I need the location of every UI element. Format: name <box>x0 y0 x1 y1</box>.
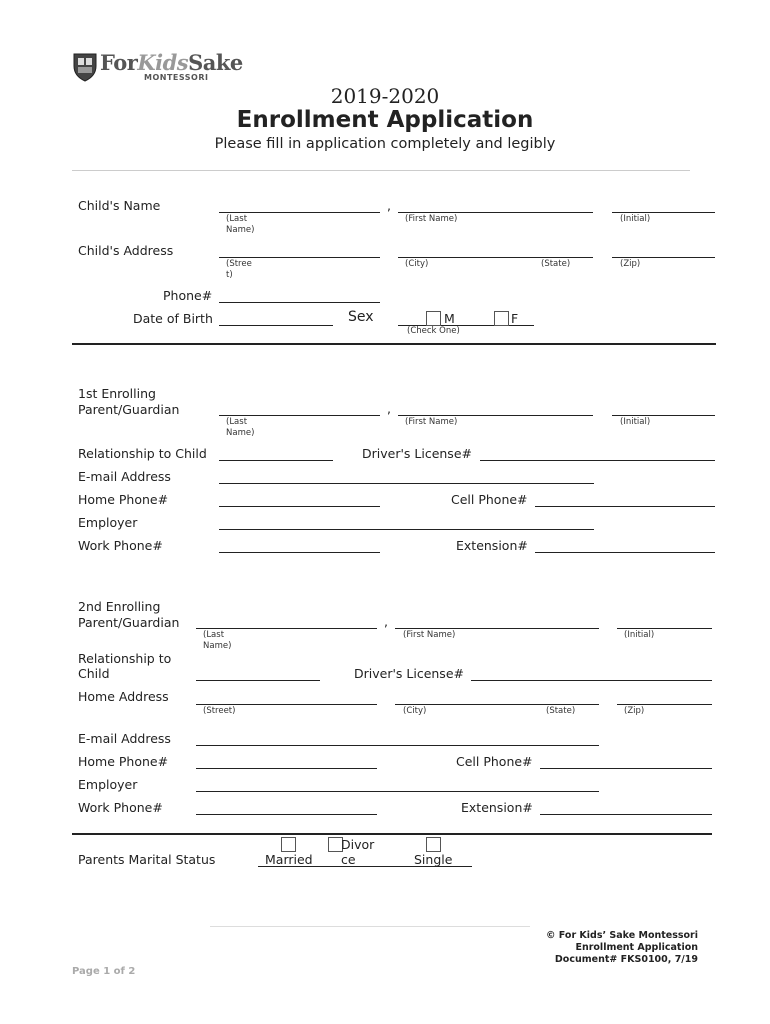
married-checkbox[interactable] <box>281 837 296 852</box>
parent2-extension-label: Extension# <box>461 800 533 815</box>
parent1-first-name-caption: (First Name) <box>405 417 458 427</box>
parent1-cell-phone-label: Cell Phone# <box>451 492 528 507</box>
crest-icon <box>72 50 98 82</box>
parent2-email-label: E-mail Address <box>78 731 171 746</box>
parent2-initial-caption: (Initial) <box>624 630 655 640</box>
parent2-first-name-caption: (First Name) <box>403 630 456 640</box>
parent1-employer-field[interactable] <box>219 529 594 530</box>
sex-f-label: F <box>511 311 519 326</box>
parent2-relationship-field[interactable] <box>196 680 320 681</box>
parent2-work-phone-field[interactable] <box>196 814 377 815</box>
page-title: Enrollment Application <box>236 107 534 133</box>
child-phone-label: Phone# <box>163 288 213 303</box>
footer-doc-number: Document# FKS0100, 7/19 <box>554 954 698 965</box>
parent2-email-field[interactable] <box>196 745 599 746</box>
parent2-extension-field[interactable] <box>540 814 712 815</box>
sex-label: Sex <box>348 309 374 325</box>
logo-sub: MONTESSORI <box>144 73 209 82</box>
child-city-field[interactable] <box>398 257 593 258</box>
single-checkbox[interactable] <box>426 837 441 852</box>
parent2-initial-field[interactable] <box>617 628 712 629</box>
parent2-drivers-label: Driver's License# <box>354 666 464 681</box>
parent2-zip-caption: (Zip) <box>624 706 645 716</box>
parent2-cell-phone-label: Cell Phone# <box>456 754 533 769</box>
child-city-caption: (City) <box>405 259 429 269</box>
parent1-work-phone-field[interactable] <box>219 552 380 553</box>
parent2-home-phone-field[interactable] <box>196 768 377 769</box>
child-first-name-field[interactable] <box>398 212 593 213</box>
parent2-street-caption: (Street) <box>203 706 236 716</box>
section-rule-1 <box>72 343 716 345</box>
parent2-home-phone-label: Home Phone# <box>78 754 169 769</box>
marital-label: Parents Marital Status <box>78 852 216 867</box>
comma: , <box>387 198 391 213</box>
married-label: Married <box>265 852 313 867</box>
section-rule-2 <box>72 833 712 835</box>
single-label: Single <box>414 852 453 867</box>
subtitle: Please fill in application completely and legibly <box>214 136 556 152</box>
parent2-zip-field[interactable] <box>617 704 712 705</box>
child-first-name-caption: (First Name) <box>405 214 458 224</box>
child-last-name-caption: (Last Name) <box>226 214 255 235</box>
parent2-work-phone-label: Work Phone# <box>78 800 163 815</box>
parent1-employer-label: Employer <box>78 515 138 530</box>
divider <box>72 170 690 171</box>
parent2-city-field[interactable] <box>395 704 599 705</box>
parent2-employer-field[interactable] <box>196 791 599 792</box>
parent1-relationship-label: Relationship to Child <box>78 446 207 461</box>
parent1-last-name-field[interactable] <box>219 415 380 416</box>
child-dob-label: Date of Birth <box>133 311 213 326</box>
child-zip-caption: (Zip) <box>620 259 641 269</box>
parent2-relationship-label: Relationship to Child <box>78 651 172 681</box>
child-street-caption: (Street) <box>226 259 252 280</box>
child-last-name-field[interactable] <box>219 212 380 213</box>
child-initial-field[interactable] <box>612 212 715 213</box>
comma: , <box>387 401 391 416</box>
child-dob-field[interactable] <box>219 325 333 326</box>
parent1-relationship-field[interactable] <box>219 460 333 461</box>
parent1-drivers-field[interactable] <box>480 460 715 461</box>
parent2-drivers-field[interactable] <box>471 680 712 681</box>
sex-f-checkbox[interactable] <box>494 311 509 326</box>
parent1-last-name-caption: (Last Name) <box>226 417 255 438</box>
child-initial-caption: (Initial) <box>620 214 651 224</box>
child-address-label: Child's Address <box>78 243 174 258</box>
footer-block <box>440 930 698 966</box>
parent2-first-name-field[interactable] <box>395 628 599 629</box>
logo-sake: Sake <box>188 50 243 75</box>
footer-doc-title: Enrollment Application <box>575 942 698 953</box>
parent1-cell-phone-field[interactable] <box>535 506 715 507</box>
footer-rule <box>210 926 530 927</box>
child-state-caption: (State) <box>541 259 571 269</box>
parent2-home-address-label: Home Address <box>78 689 169 704</box>
parent2-employer-label: Employer <box>78 777 138 792</box>
parent1-email-label: E-mail Address <box>78 469 171 484</box>
parent2-title: 2nd Enrolling Parent/Guardian <box>78 599 180 630</box>
child-phone-field[interactable] <box>219 302 380 303</box>
divorce-label: Divorce <box>341 837 375 867</box>
parent1-drivers-label: Driver's License# <box>362 446 472 461</box>
page-number: Page 1 of 2 <box>72 966 136 977</box>
parent2-state-caption: (State) <box>546 706 576 716</box>
parent2-city-caption: (City) <box>403 706 427 716</box>
parent1-extension-label: Extension# <box>456 538 528 553</box>
year: 2019-2020 <box>330 84 440 108</box>
parent2-last-name-caption: (Last Name) <box>203 630 232 651</box>
parent1-title: 1st Enrolling Parent/Guardian <box>78 386 180 417</box>
child-street-field[interactable] <box>219 257 380 258</box>
logo-kids: Kids <box>137 50 189 75</box>
parent1-initial-caption: (Initial) <box>620 417 651 427</box>
parent2-cell-phone-field[interactable] <box>540 768 712 769</box>
marital-underline <box>258 866 472 867</box>
child-zip-field[interactable] <box>612 257 715 258</box>
parent2-last-name-field[interactable] <box>196 628 377 629</box>
check-one-caption: (Check One) <box>407 326 460 336</box>
comma: , <box>384 614 388 629</box>
parent1-first-name-field[interactable] <box>398 415 593 416</box>
parent1-home-phone-field[interactable] <box>219 506 380 507</box>
parent1-work-phone-label: Work Phone# <box>78 538 163 553</box>
logo <box>72 48 272 84</box>
footer-copyright: © For Kids’ Sake Montessori <box>546 930 698 941</box>
parent1-initial-field[interactable] <box>612 415 715 416</box>
parent2-street-field[interactable] <box>196 704 377 705</box>
parent1-extension-field[interactable] <box>535 552 715 553</box>
logo-for: For <box>100 50 138 75</box>
parent1-home-phone-label: Home Phone# <box>78 492 169 507</box>
child-name-label: Child's Name <box>78 198 161 213</box>
sex-m-label: M <box>444 311 455 326</box>
parent1-email-field[interactable] <box>219 483 594 484</box>
sex-m-checkbox[interactable] <box>426 311 441 326</box>
